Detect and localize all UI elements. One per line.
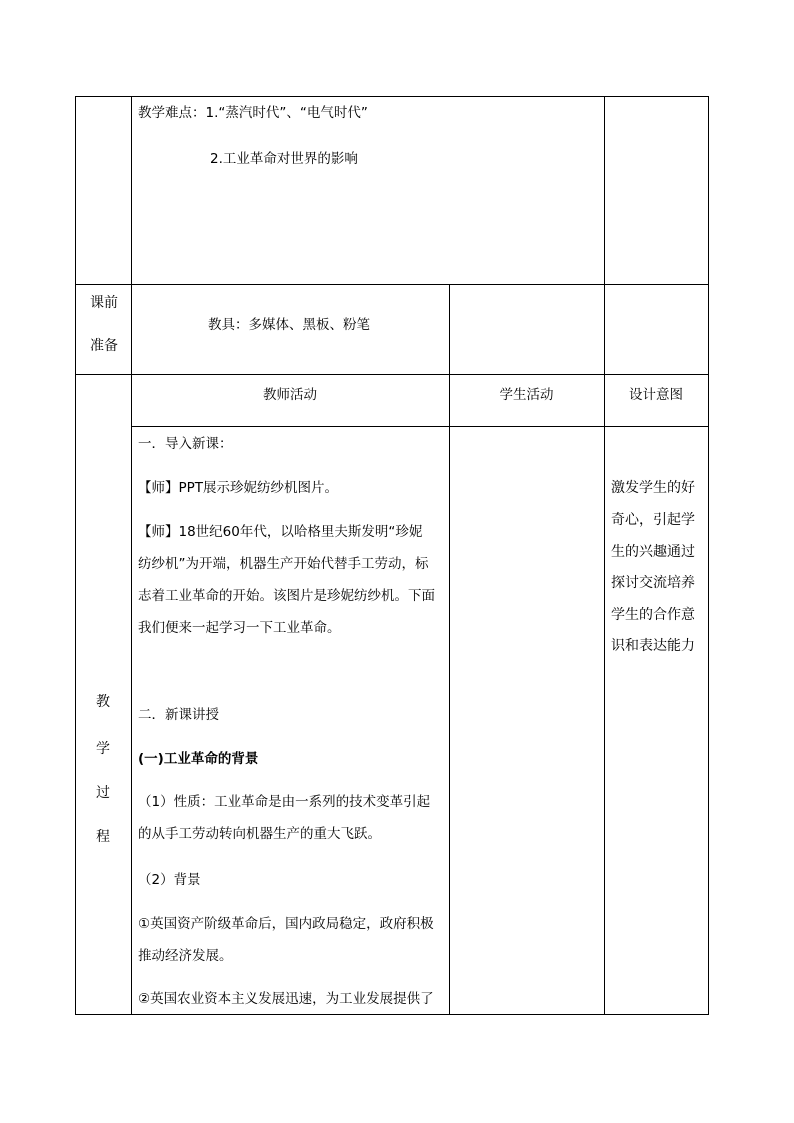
table-border-right bbox=[708, 96, 709, 1015]
table-border-left bbox=[75, 96, 76, 1015]
table-col-divider bbox=[131, 96, 132, 1015]
table-col-divider bbox=[604, 96, 605, 1015]
teacher-para-2-line-1: 【师】18世纪60年代，以哈格里夫斯发明“珍妮 bbox=[138, 524, 423, 540]
nature-line-2: 的从手工劳动转向机器生产的重大飞跃。 bbox=[138, 826, 381, 842]
header-design-intent: 设计意图 bbox=[629, 387, 683, 403]
prep-label-line-2: 准备 bbox=[90, 338, 118, 354]
nature-line-1: （1）性质：工业革命是由一系列的技术变革引起 bbox=[138, 794, 431, 810]
header-student-activity: 学生活动 bbox=[499, 387, 554, 403]
prep-label-line-1: 课前 bbox=[90, 295, 118, 311]
background-1-line-2: 推动经济发展。 bbox=[138, 948, 233, 964]
background-2-line-1: ②英国农业资本主义发展迅速，为工业发展提供了 bbox=[138, 991, 434, 1007]
header-teacher-activity: 教师活动 bbox=[263, 387, 317, 403]
table-border-bottom bbox=[75, 1014, 709, 1015]
subsection-1-title: (一)工业革命的背景 bbox=[138, 751, 259, 767]
table-row-divider bbox=[75, 284, 709, 285]
teacher-para-2-line-3: 志着工业革命的开始。该图片是珍妮纺纱机。下面 bbox=[138, 588, 435, 604]
table-row-divider bbox=[75, 374, 709, 375]
design-intent-line-6: 识和表达能力 bbox=[611, 638, 695, 654]
design-intent-line-1: 激发学生的好 bbox=[611, 480, 695, 496]
design-intent-line-3: 生的兴趣通过 bbox=[611, 544, 695, 560]
teacher-para-1: 【师】PPT展示珍妮纺纱机图片。 bbox=[138, 480, 339, 496]
prep-tools: 教具：多媒体、黑板、粉笔 bbox=[208, 317, 370, 333]
process-label-char-2: 学 bbox=[96, 741, 110, 757]
section-2-title: 二．新课讲授 bbox=[138, 707, 219, 723]
difficulty-line-1: 教学难点：1.“蒸汽时代”、“电气时代” bbox=[138, 105, 368, 121]
difficulty-line-2: 2.工业革命对世界的影响 bbox=[210, 151, 358, 167]
teacher-para-2-line-2: 纺纱机”为开端，机器生产开始代替手工劳动，标 bbox=[138, 556, 429, 572]
background-title: （2）背景 bbox=[138, 872, 201, 888]
teacher-para-2-line-4: 我们便来一起学习一下工业革命。 bbox=[138, 620, 341, 636]
design-intent-line-5: 学生的合作意 bbox=[611, 607, 695, 623]
design-intent-line-2: 奇心，引起学 bbox=[611, 512, 695, 528]
process-label-char-1: 教 bbox=[96, 694, 110, 710]
process-label-char-3: 过 bbox=[96, 785, 110, 801]
background-1-line-1: ①英国资产阶级革命后，国内政局稳定，政府积极 bbox=[138, 916, 434, 932]
process-label-char-4: 程 bbox=[96, 829, 110, 845]
table-border-top bbox=[75, 96, 709, 97]
intro-title: 一．导入新课： bbox=[138, 436, 233, 452]
table-row-divider bbox=[131, 426, 709, 427]
design-intent-line-4: 探讨交流培养 bbox=[611, 575, 695, 591]
